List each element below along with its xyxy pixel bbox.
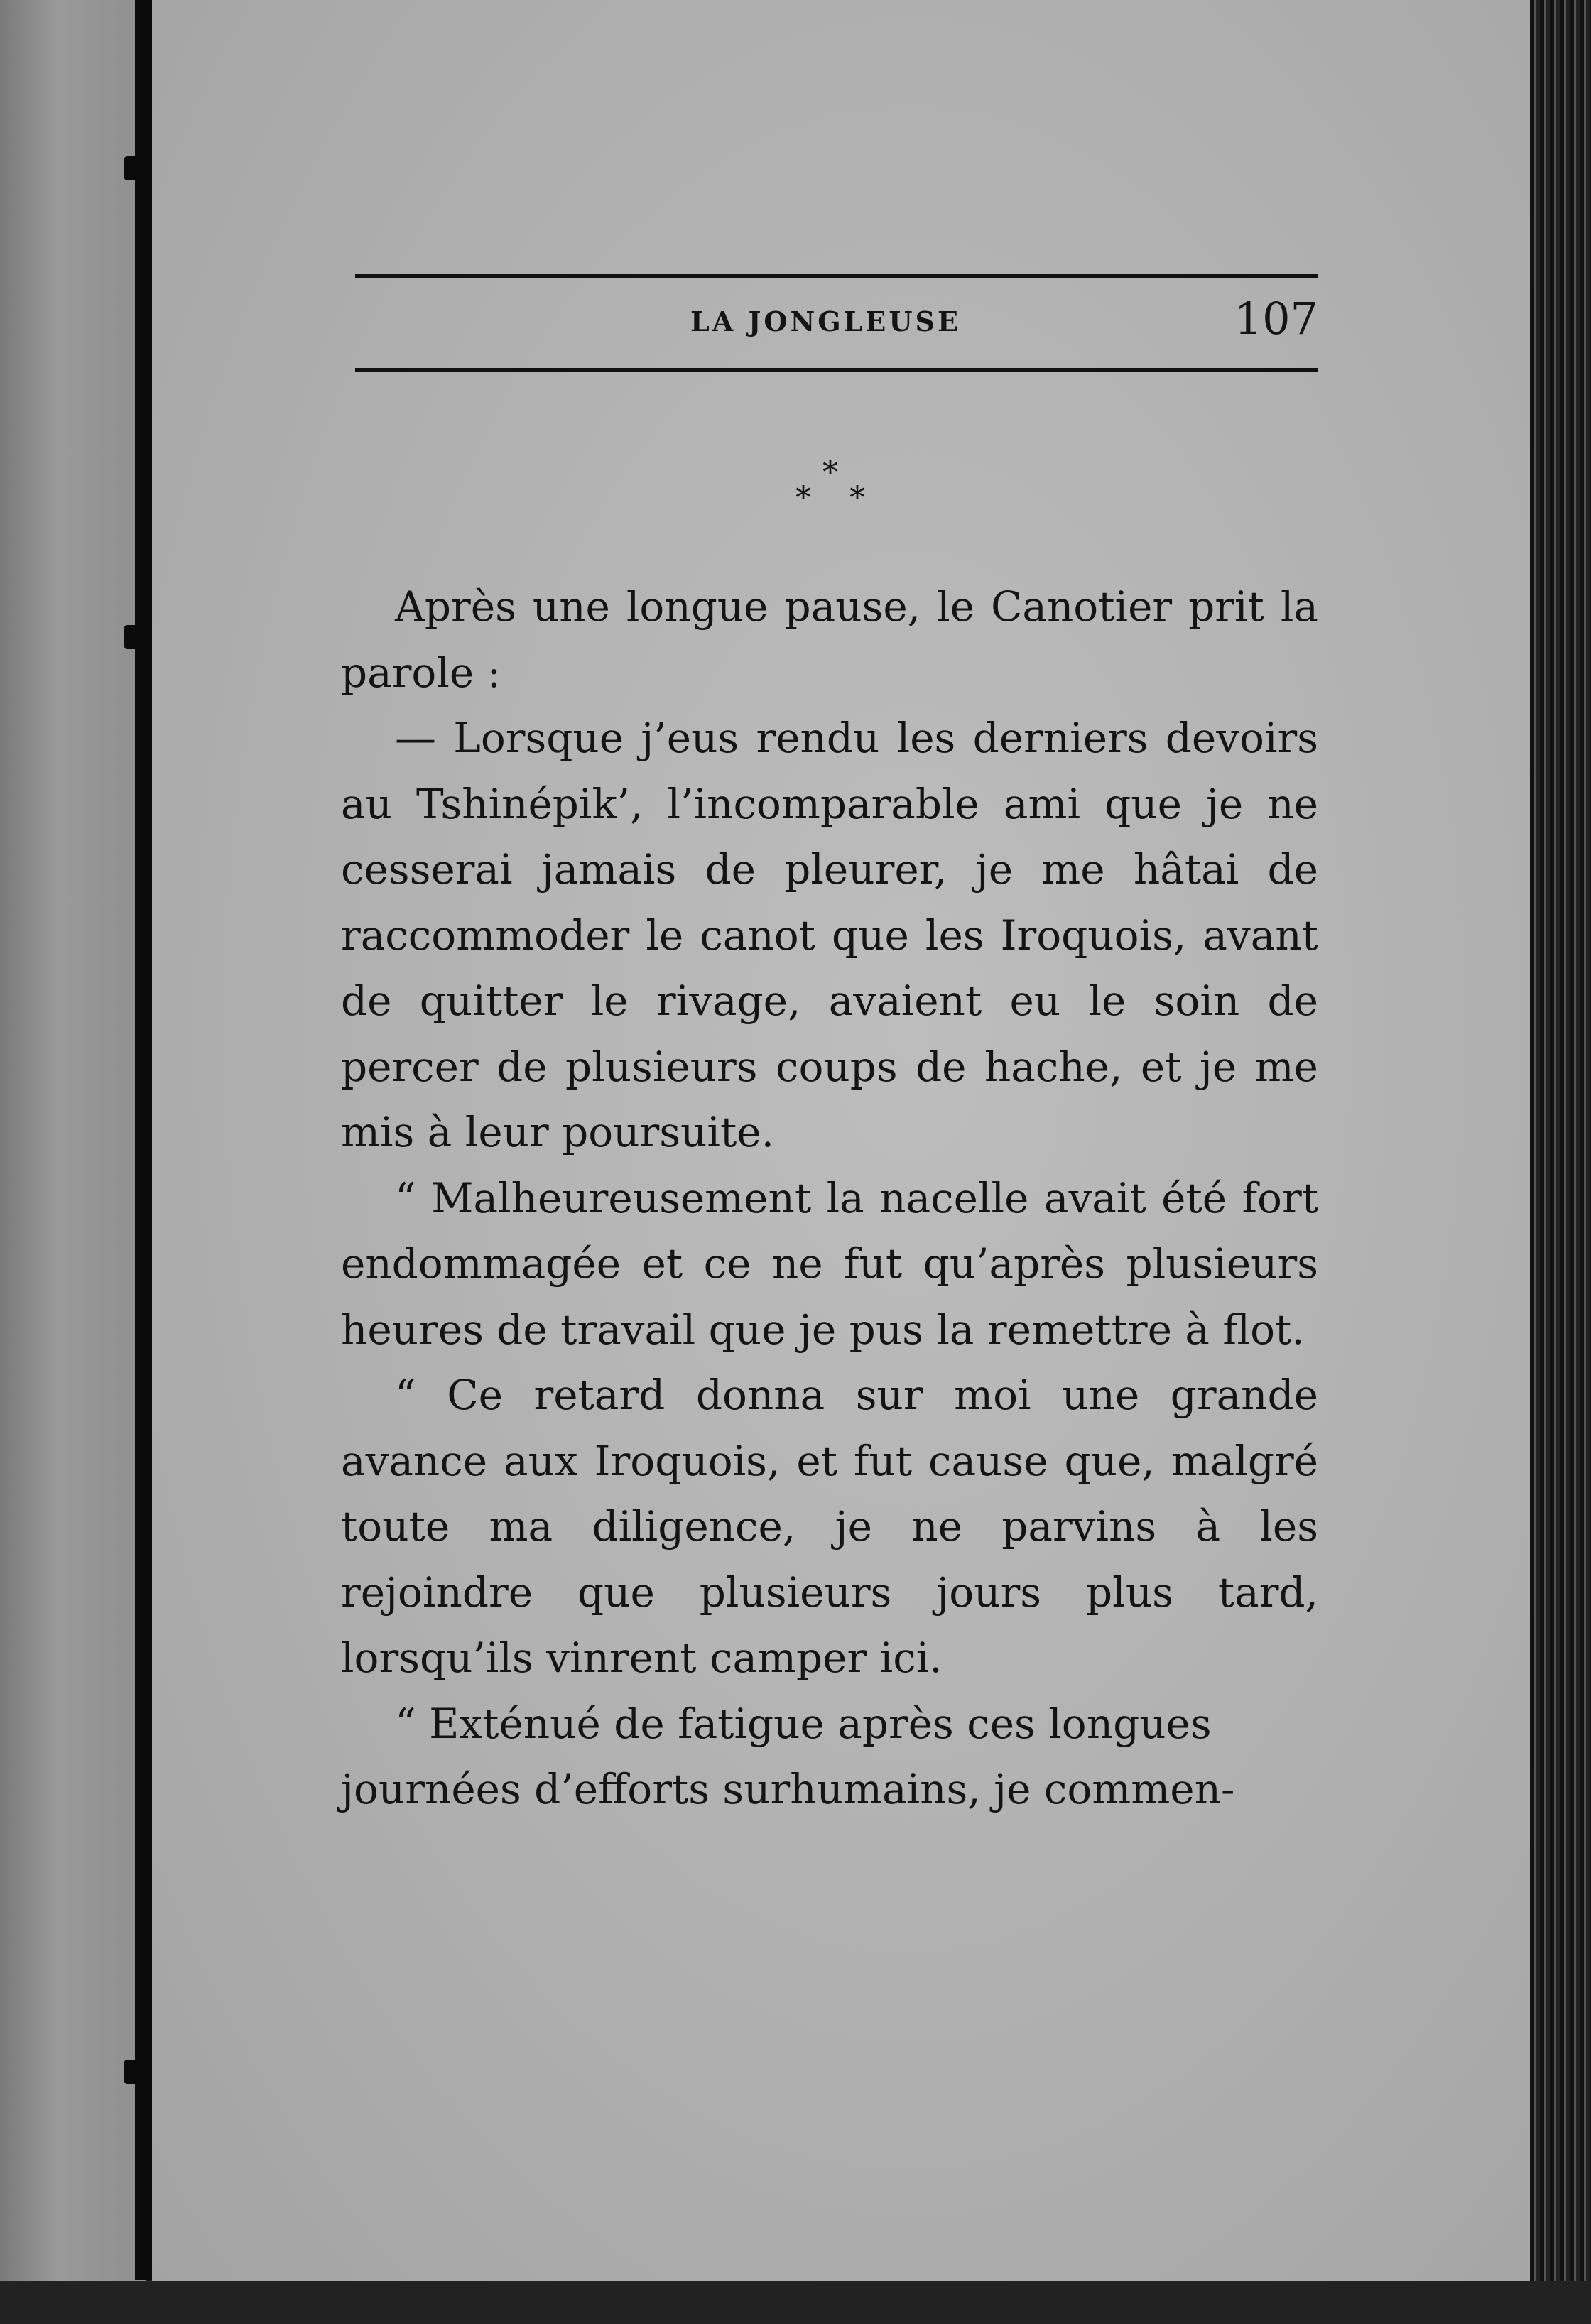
page-number: 107 (1234, 293, 1318, 344)
facing-page-edge (0, 0, 146, 2324)
running-title: LA JONGLEUSE (690, 305, 961, 337)
body-text (341, 574, 1318, 1823)
paragraph: “ Malheureusement la nacelle avait été fort endommagée et ce ne fut qu’après plusieurs heures de travail que je pus la remettre à flot. (341, 1173, 1318, 1354)
running-head (355, 293, 1318, 357)
paragraph: — Lorsque j’eus rendu les derniers devoirs au Tshinépik’, l’incomparable ami que je ne cesserai jamais de pleurer, je me hâtai de raccommoder le canot que les Iroquois, avant de quitter le rivage, avaient eu le soin de percer de plusieurs coups de hache, et je me mis à leur poursuite. (341, 714, 1318, 1156)
asterism-star: * (822, 455, 838, 491)
binding-mark (124, 625, 153, 649)
asterism-star: * (849, 480, 865, 516)
paragraph: Après une longue pause, le Canotier prit la parole : (341, 582, 1318, 697)
header-rule-top (355, 274, 1318, 278)
asterism-separator (796, 455, 874, 518)
gutter-shadow (135, 0, 153, 2280)
binding-mark (124, 156, 153, 180)
paragraph: “ Exténué de fatigue après ces longues journées d’efforts surhumains, je commen- (341, 1699, 1235, 1813)
page-block-edge (1530, 0, 1591, 2324)
paragraph: “ Ce retard donna sur moi une grande avance aux Iroquois, et fut cause que, malgré toute ma diligence, je ne parvins à les rejoindre que plusieurs jours plus tard, lorsqu’ils vinrent camper ici. (341, 1371, 1318, 1682)
header-rule-bottom (355, 368, 1318, 372)
asterism-star: * (796, 480, 811, 516)
binding-mark (124, 2060, 153, 2084)
scan-border (0, 2281, 1591, 2324)
